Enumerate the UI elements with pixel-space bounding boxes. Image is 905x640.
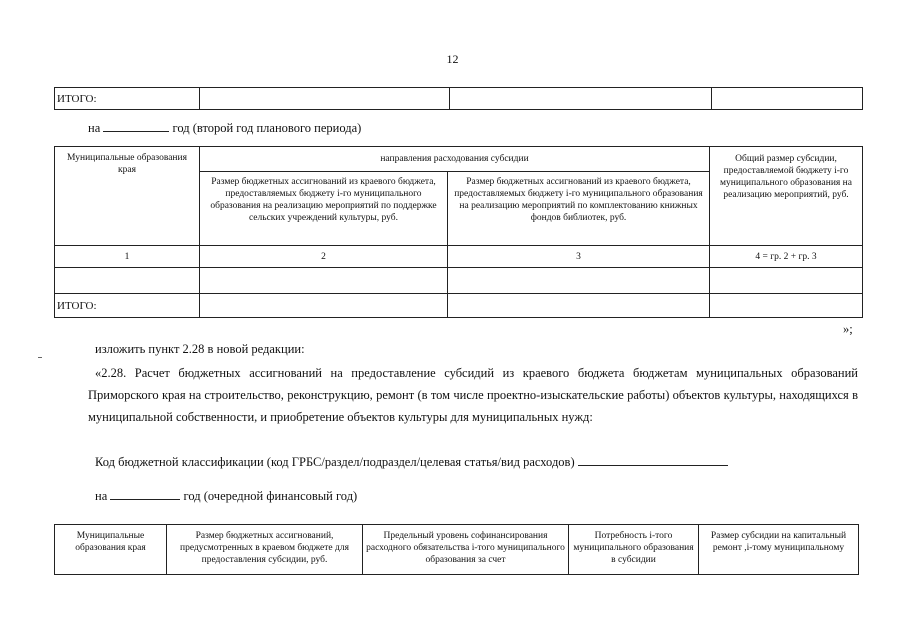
kbk-blank (578, 455, 728, 466)
table-3-header-budget-allocations: Размер бюджетных ассигнований, предусмотренных в краевом бюджете для предоставления субсидии, руб. (167, 525, 363, 575)
table-2-col-number: 4 = гр. 2 + гр. 3 (710, 246, 863, 268)
kbk-line (95, 455, 728, 470)
table-2-cell (55, 268, 200, 294)
table-2-cell (710, 294, 863, 318)
table-2-header-directions: направления расходования субсидии (200, 147, 710, 172)
instruction-text: изложить пункт 2.28 в новой редакции: (95, 342, 305, 356)
year-blank (110, 489, 180, 500)
table-1 (54, 87, 863, 110)
table-2-cell (710, 268, 863, 294)
paragraph-2-28: «2.28. Расчет бюджетных ассигнований на предоставление субсидий из краевого бюджета бюджетам муниципальных образований Приморского края на строительство, реконструкцию, ремонт (в том числе проектно-изыскательские работы) объектов культуры, находящихся в муниципальной собственности, и приобретение объектов культуры для муниципальных нужд: (88, 366, 858, 424)
table-1-cell (712, 88, 863, 110)
table-2-col-number: 3 (448, 246, 710, 268)
table-3 (54, 524, 859, 575)
table-1-cell (450, 88, 712, 110)
table-2-cell (200, 294, 448, 318)
table-2-header-municipalities: Муниципальные образования края (55, 147, 200, 246)
table-2-header-total: Общий размер субсидии, предоставляемой бюджету i-го муниципального образования на реализацию мероприятий, руб. (710, 147, 863, 246)
table-3-header-municipalities: Муниципальные образования края (55, 525, 167, 575)
table-1-cell (200, 88, 450, 110)
table-2-cell (448, 294, 710, 318)
current-year-prefix: на (95, 489, 108, 503)
table-2-col-number: 1 (55, 246, 200, 268)
table-1-itogo-label: ИТОГО: (55, 88, 200, 110)
table-2-col-number: 2 (200, 246, 448, 268)
table-2-header-rural-culture: Размер бюджетных ассигнований из краевого бюджета, предоставляемых бюджету i-го муниципального образования на реализацию мероприятий по поддержке сельских учреждений культуры, руб. (200, 172, 448, 246)
table-2-itogo-label: ИТОГО: (55, 294, 200, 318)
year-blank (103, 121, 169, 132)
current-year-line (95, 489, 357, 504)
second-plan-year-line (88, 121, 361, 136)
margin-mark (38, 357, 42, 358)
current-year-suffix: год (очередной финансовый год) (183, 489, 358, 503)
table-3-header-subsidy-size: Размер субсидии на капитальный ремонт ,i-тому муниципальному (699, 525, 859, 575)
closing-quote: »; (843, 322, 853, 336)
table-2 (54, 146, 863, 318)
table-3-header-cofinancing-limit: Предельный уровень софинансирования расходного обязательства i-того муниципального образования за счет (363, 525, 569, 575)
kbk-label: Код бюджетной классификации (код ГРБС/раздел/подраздел/целевая статья/вид расходов) (95, 455, 575, 469)
page-number: 12 (446, 52, 459, 66)
second-plan-year-suffix: год (второй год планового периода) (172, 121, 362, 135)
table-2-header-library-funds: Размер бюджетных ассигнований из краевого бюджета, предоставляемых бюджету i-го муниципального образования на реализацию мероприятий по комплектованию книжных фондов библиотек, руб. (448, 172, 710, 246)
table-2-cell (448, 268, 710, 294)
table-3-header-need: Потребность i-того муниципального образования в субсидии (569, 525, 699, 575)
table-2-cell (200, 268, 448, 294)
second-plan-year-prefix: на (88, 121, 101, 135)
